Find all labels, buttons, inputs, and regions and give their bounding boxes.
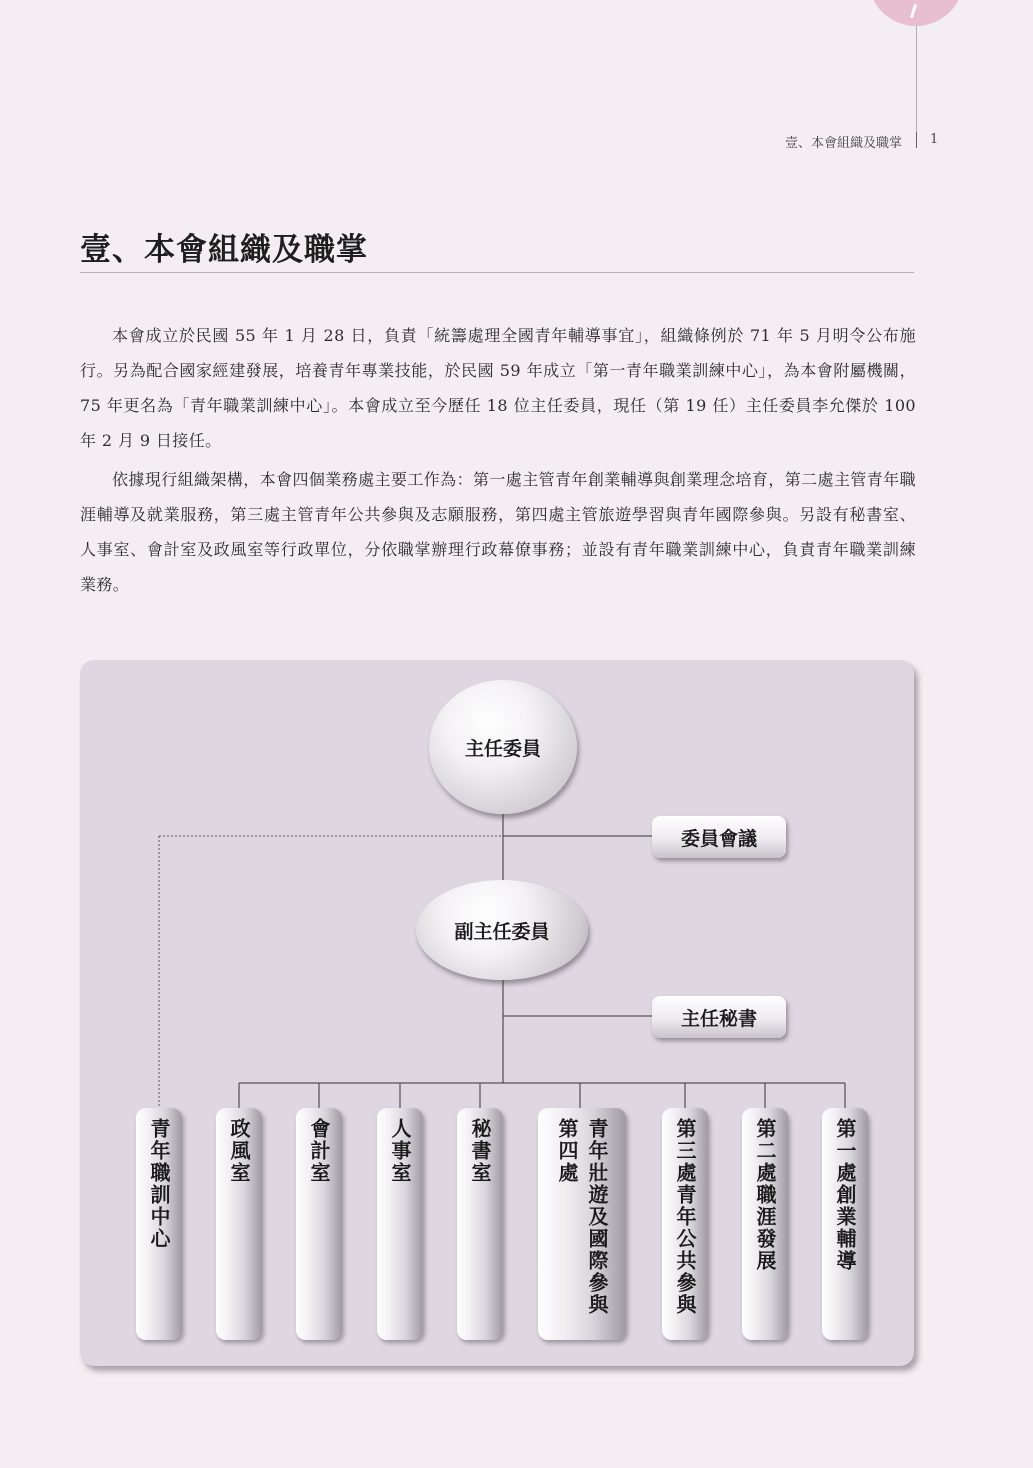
unit-personnel-office-label: 人事室 bbox=[388, 1118, 412, 1184]
vice-chair-node: 副主任委員 bbox=[416, 880, 588, 980]
page-number: 1 bbox=[930, 132, 939, 147]
unit-department-2 bbox=[742, 1108, 788, 1340]
unit-department-3-label: 第三處青年公共參與 bbox=[673, 1118, 697, 1316]
unit-accounting-office bbox=[296, 1108, 342, 1340]
unit-secretariat bbox=[457, 1108, 503, 1340]
section-title: 壹、本會組織及職掌 bbox=[80, 232, 368, 268]
unit-training-center bbox=[136, 1108, 182, 1340]
unit-ethics-office-label: 政風室 bbox=[227, 1118, 251, 1184]
unit-department-4 bbox=[538, 1108, 626, 1340]
paragraph-history: 本會成立於民國 55 年 1 月 28 日，負責「統籌處理全國青年輔導事宜」，組織條例於 71 年 5 月明令公布施行。另為配合國家經建發展，培養青年專業技能，於民國 59 年成立「第一青年職業訓練中心」，為本會附屬機關，75 年更名為「青年職業訓練中心」。本會成立至今歷任 18 位主任委員，現任（第 19 任）主任委員李允傑於 100 年 2 月 9 日接任。 bbox=[80, 326, 916, 450]
chair-node: 主任委員 bbox=[429, 680, 577, 814]
unit-department-1-label: 第一處創業輔導 bbox=[833, 1118, 857, 1272]
unit-department-1 bbox=[822, 1108, 868, 1340]
unit-secretariat-label: 秘書室 bbox=[468, 1118, 492, 1184]
chief-secretary-node: 主任秘書 bbox=[652, 996, 786, 1038]
running-header-title: 壹、本會組織及職掌 bbox=[784, 136, 902, 151]
committee-node: 委員會議 bbox=[652, 816, 786, 858]
unit-department-4-label: 青年壯遊及國際參與 bbox=[585, 1118, 609, 1316]
unit-personnel-office bbox=[377, 1108, 423, 1340]
unit-accounting-office-label: 會計室 bbox=[307, 1118, 331, 1184]
unit-ethics-office bbox=[216, 1108, 262, 1340]
unit-department-4-title: 第四處 bbox=[555, 1118, 579, 1184]
unit-training-center-label: 青年職訓中心 bbox=[147, 1118, 171, 1250]
unit-department-2-label: 第二處職涯發展 bbox=[753, 1118, 777, 1272]
paragraph-structure: 依據現行組織架構，本會四個業務處主要工作為：第一處主管青年創業輔導與創業理念培育，第二處主管青年職涯輔導及就業服務，第三處主管青年公共參與及志願服務，第四處主管旅遊學習與青年國際參與。另設有秘書室、人事室、會計室及政風室等行政單位，分依職掌辦理行政幕僚事務；並設有青年職業訓練中心，負責青年職業訓練業務。 bbox=[80, 470, 916, 594]
unit-department-3 bbox=[662, 1108, 708, 1340]
